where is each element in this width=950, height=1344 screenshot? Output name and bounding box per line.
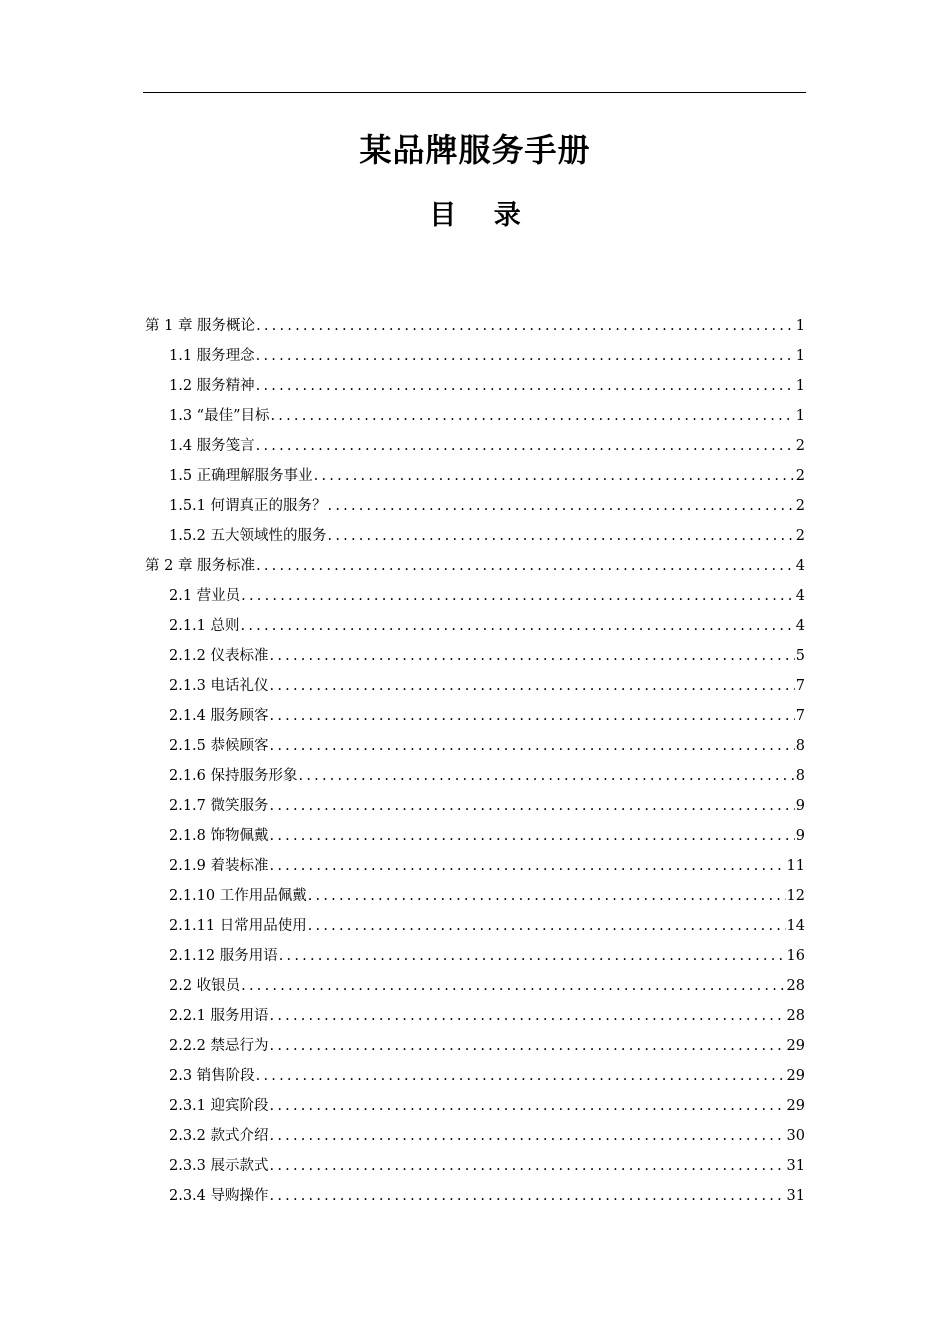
toc-page-number: 2: [795, 528, 805, 544]
toc-section-entry[interactable]: [143, 911, 806, 941]
toc-section-entry[interactable]: [143, 1001, 806, 1031]
toc-entry-label: 1.4 服务笺言: [169, 438, 255, 454]
toc-chapter-entry[interactable]: [143, 551, 806, 581]
toc-page-number: 28: [786, 978, 805, 994]
toc-section-entry[interactable]: [143, 701, 806, 731]
toc-dot-leader: [270, 851, 786, 881]
toc-section-entry[interactable]: [143, 881, 806, 911]
toc-page-number: 4: [795, 588, 805, 604]
toc-entry-label: 1.5 正确理解服务事业: [169, 468, 313, 484]
toc-page-number: 1: [795, 378, 805, 394]
toc-entry-label: 2.2.1 服务用语: [169, 1008, 269, 1024]
toc-page-number: 30: [786, 1128, 805, 1144]
toc-page-number: 4: [795, 558, 805, 574]
toc-section-entry[interactable]: [143, 941, 806, 971]
toc-dot-leader: [241, 611, 795, 641]
toc-dot-leader: [314, 461, 795, 491]
toc-dot-leader: [270, 1091, 786, 1121]
toc-page-number: 7: [795, 678, 805, 694]
toc-dot-leader: [270, 731, 795, 761]
toc-page-number: 28: [786, 1008, 805, 1024]
toc-page-number: 1: [795, 348, 805, 364]
toc-dot-leader: [270, 1151, 786, 1181]
toc-dot-leader: [256, 431, 795, 461]
toc-dot-leader: [241, 971, 785, 1001]
toc-section-entry[interactable]: [143, 461, 806, 491]
toc-dot-leader: [328, 491, 795, 521]
toc-section-entry[interactable]: [143, 341, 806, 371]
toc-page-number: 11: [786, 858, 805, 874]
toc-entry-label: 2.2.2 禁忌行为: [169, 1038, 269, 1054]
toc-dot-leader: [256, 341, 795, 371]
toc-section-entry[interactable]: [143, 521, 806, 551]
toc-page-number: 14: [786, 918, 805, 934]
toc-section-entry[interactable]: [143, 1031, 806, 1061]
toc-section-entry[interactable]: [143, 971, 806, 1001]
toc-page-number: 29: [786, 1098, 805, 1114]
toc-entry-label: 1.3 “最佳”目标: [169, 408, 270, 424]
toc-entry-label: 2.1.11 日常用品使用: [169, 918, 307, 934]
toc-page-number: 29: [786, 1068, 805, 1084]
toc-dot-leader: [328, 521, 795, 551]
toc-dot-leader: [270, 1181, 786, 1211]
toc-section-entry[interactable]: [143, 611, 806, 641]
toc-page-number: 1: [795, 318, 805, 334]
toc-section-entry[interactable]: [143, 761, 806, 791]
toc-dot-leader: [256, 311, 795, 341]
toc-section-entry[interactable]: [143, 821, 806, 851]
toc-entry-label: 第 2 章 服务标准: [145, 558, 256, 574]
toc-section-entry[interactable]: [143, 1061, 806, 1091]
toc-entry-label: 2.2 收银员: [169, 978, 241, 994]
toc-page-number: 5: [795, 648, 805, 664]
toc-entry-label: 2.1 营业员: [169, 588, 241, 604]
toc-page-number: 29: [786, 1038, 805, 1054]
toc-entry-label: 2.1.4 服务顾客: [169, 708, 269, 724]
toc-page-number: 7: [795, 708, 805, 724]
toc-section-entry[interactable]: [143, 641, 806, 671]
toc-dot-leader: [270, 641, 795, 671]
toc-page-number: 9: [795, 828, 805, 844]
toc-section-entry[interactable]: [143, 581, 806, 611]
toc-dot-leader: [256, 1061, 786, 1091]
toc-section-entry[interactable]: [143, 1151, 806, 1181]
toc-dot-leader: [256, 551, 795, 581]
toc-dot-leader: [270, 1031, 786, 1061]
toc-entry-label: 2.1.12 服务用语: [169, 948, 278, 964]
toc-entry-label: 2.1.7 微笑服务: [169, 798, 269, 814]
toc-dot-leader: [270, 1121, 786, 1151]
toc-dot-leader: [299, 761, 795, 791]
toc-section-entry[interactable]: [143, 371, 806, 401]
toc-chapter-entry[interactable]: [143, 311, 806, 341]
toc-page-number: 9: [795, 798, 805, 814]
toc-entry-label: 1.5.1 何谓真正的服务？: [169, 498, 327, 514]
toc-section-entry[interactable]: [143, 1091, 806, 1121]
toc-section-entry[interactable]: [143, 791, 806, 821]
toc-page-number: 31: [786, 1188, 805, 1204]
table-of-contents: [143, 311, 806, 1211]
toc-page-number: 2: [795, 498, 805, 514]
header-rule: [143, 92, 806, 93]
toc-entry-label: 2.1.8 饰物佩戴: [169, 828, 269, 844]
toc-entry-label: 2.1.3 电话礼仪: [169, 678, 269, 694]
toc-entry-label: 2.1.9 着装标准: [169, 858, 269, 874]
toc-entry-label: 2.3.4 导购操作: [169, 1188, 269, 1204]
toc-dot-leader: [308, 881, 786, 911]
toc-page-number: 16: [786, 948, 805, 964]
toc-entry-label: 1.2 服务精神: [169, 378, 255, 394]
toc-section-entry[interactable]: [143, 1121, 806, 1151]
toc-entry-label: 2.1.1 总则: [169, 618, 240, 634]
toc-dot-leader: [241, 581, 795, 611]
toc-entry-label: 2.3 销售阶段: [169, 1068, 255, 1084]
toc-dot-leader: [270, 791, 795, 821]
toc-page-number: 2: [795, 438, 805, 454]
toc-section-entry[interactable]: [143, 851, 806, 881]
toc-dot-leader: [308, 911, 786, 941]
toc-heading: 目 录: [429, 200, 521, 231]
toc-entry-label: 2.1.2 仪表标准: [169, 648, 269, 664]
toc-section-entry[interactable]: [143, 401, 806, 431]
toc-entry-label: 2.3.2 款式介绍: [169, 1128, 269, 1144]
toc-section-entry[interactable]: [143, 1181, 806, 1211]
toc-entry-label: 第 1 章 服务概论: [145, 318, 256, 334]
toc-section-entry[interactable]: [143, 671, 806, 701]
toc-section-entry[interactable]: [143, 491, 806, 521]
toc-entry-label: 2.1.6 保持服务形象: [169, 768, 298, 784]
toc-entry-label: 2.3.3 展示款式: [169, 1158, 269, 1174]
toc-page-number: 31: [786, 1158, 805, 1174]
toc-dot-leader: [270, 1001, 786, 1031]
toc-entry-label: 2.3.1 迎宾阶段: [169, 1098, 269, 1114]
toc-dot-leader: [270, 821, 795, 851]
toc-page-number: 12: [786, 888, 805, 904]
toc-page-number: 8: [795, 738, 805, 754]
toc-section-entry[interactable]: [143, 731, 806, 761]
toc-entry-label: 1.5.2 五大领域性的服务: [169, 528, 327, 544]
toc-page-number: 8: [795, 768, 805, 784]
toc-dot-leader: [270, 701, 795, 731]
toc-entry-label: 1.1 服务理念: [169, 348, 255, 364]
toc-dot-leader: [279, 941, 786, 971]
toc-entry-label: 2.1.5 恭候顾客: [169, 738, 269, 754]
toc-dot-leader: [256, 371, 795, 401]
toc-page-number: 2: [795, 468, 805, 484]
toc-page-number: 4: [795, 618, 805, 634]
document-title: 某品牌服务手册: [359, 131, 591, 169]
toc-dot-leader: [270, 671, 795, 701]
toc-entry-label: 2.1.10 工作用品佩戴: [169, 888, 307, 904]
toc-section-entry[interactable]: [143, 431, 806, 461]
toc-page-number: 1: [795, 408, 805, 424]
toc-dot-leader: [271, 401, 795, 431]
